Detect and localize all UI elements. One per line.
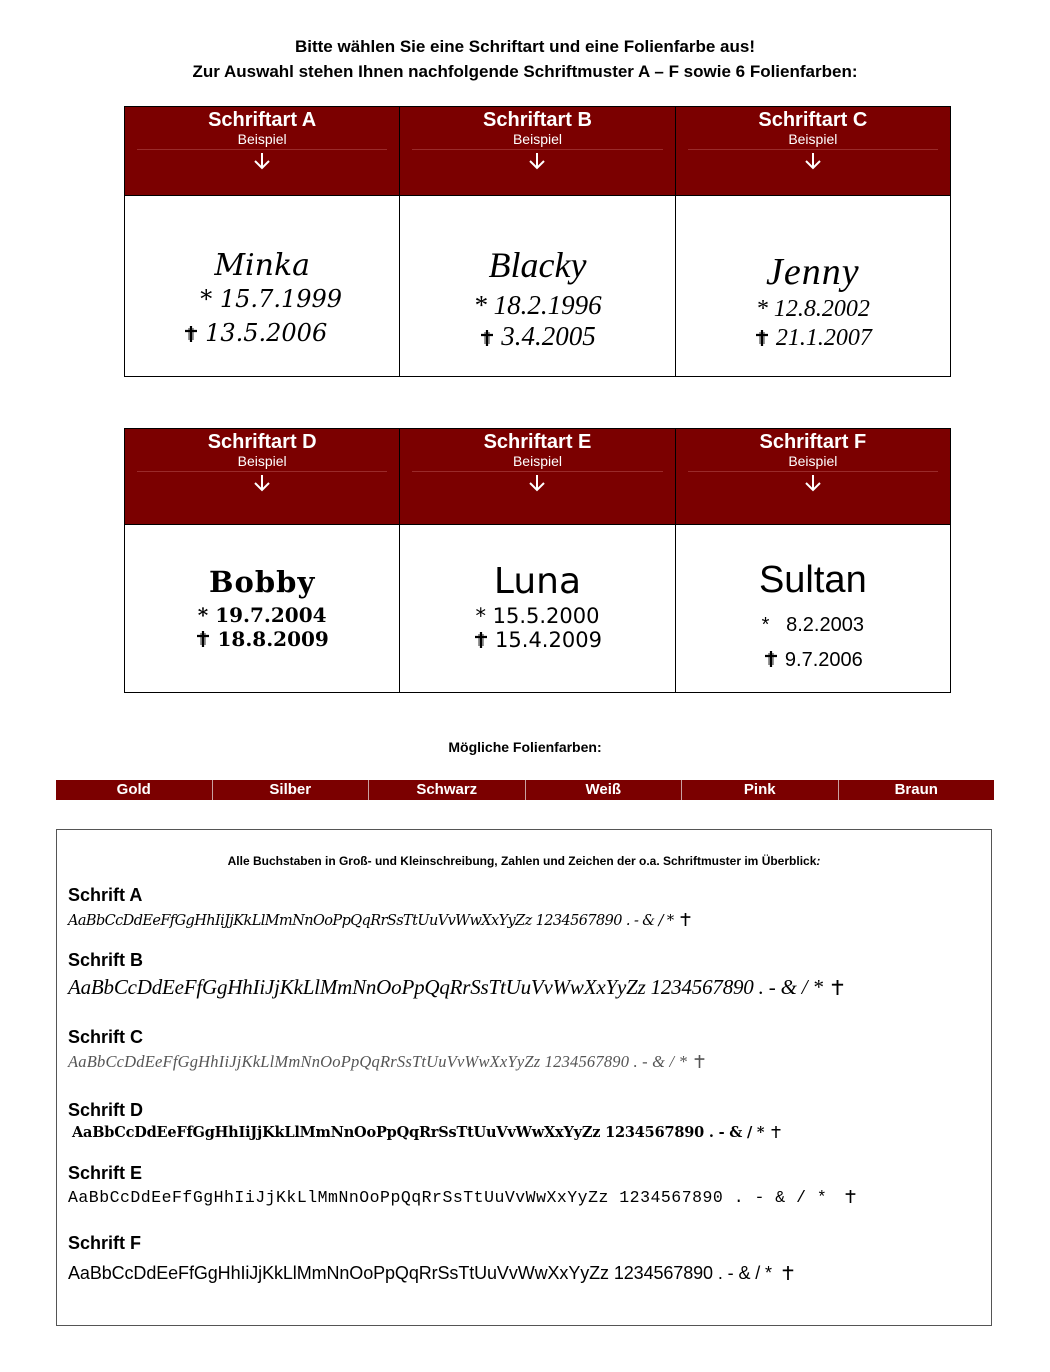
font-sub-a: Beispiel: [237, 131, 287, 147]
overview-alphabet-d: [72, 1124, 788, 1141]
font-header-e[interactable]: [400, 429, 675, 525]
font-sub-f: Beispiel: [788, 453, 838, 469]
color-option-braun[interactable]: Braun: [894, 781, 938, 798]
arrow-down-icon: [527, 473, 547, 493]
sample-born-d: * 19.7.2004: [197, 603, 327, 627]
sample-born-a: * 15.7.1999: [200, 285, 343, 313]
intro-line-2: Zur Auswahl stehen Ihnen nachfolgende Schriftmuster A – F sowie 6 Folienfarben:: [192, 62, 858, 81]
sample-c: [675, 196, 950, 377]
sample-b: [400, 196, 675, 377]
font-header-f[interactable]: [675, 429, 950, 525]
intro-heading: [0, 34, 1050, 84]
overview-label-d: Schrift D: [68, 1100, 144, 1120]
header-divider: [412, 149, 662, 150]
sample-died-b: 3.4.2005: [501, 321, 596, 351]
cross-icon: [830, 979, 845, 996]
header-divider: [137, 149, 387, 150]
foil-color-bar: [56, 780, 994, 800]
cross-icon: [844, 1189, 857, 1204]
color-option-pink[interactable]: Pink: [682, 780, 839, 800]
header-divider: [412, 471, 662, 472]
overview-alphabet-e: [68, 1188, 863, 1207]
foil-colors-title: Mögliche Folienfarben:: [448, 739, 602, 755]
cross-icon: [763, 650, 779, 668]
sample-name-f: Sultan: [758, 559, 867, 601]
alphabet-text-f: AaBbCcDdEeFfGgHhIiJjKkLlMmNnOoPpQqRrSsTtUuVvWwXxYyZz 1234567890 . - & / *: [68, 1263, 772, 1283]
sample-died-a: 13.5.2006: [205, 319, 328, 347]
header-divider: [137, 471, 387, 472]
font-table-d-f: [124, 428, 951, 693]
overview-title-text: Alle Buchstaben in Groß- und Kleinschreibung, Zahlen und Zeichen der o.a. Schriftmuster im Überblick: [227, 854, 817, 868]
arrow-down-icon: [803, 473, 823, 493]
cross-icon: [183, 325, 199, 343]
sample-name-b: Blacky: [488, 245, 587, 285]
overview-label-a: Schrift A: [68, 885, 143, 905]
sample-died-e: 15.4.2009: [495, 628, 602, 652]
font-header-c[interactable]: [675, 107, 950, 196]
alphabet-overview: [56, 829, 992, 1326]
font-title-d: Schriftart D: [207, 431, 317, 453]
cross-icon: [195, 630, 211, 648]
font-title-f: Schriftart F: [759, 431, 867, 453]
font-sub-d: Beispiel: [237, 453, 287, 469]
sample-died-line-a: [125, 319, 399, 347]
color-option-silber[interactable]: Silber: [213, 780, 370, 800]
sample-born-f: * 8.2.2003: [761, 614, 864, 636]
font-title-b: Schriftart B: [483, 109, 592, 131]
cross-icon: [693, 1054, 706, 1069]
sample-a: [125, 196, 400, 377]
overview-label-f: Schrift F: [68, 1233, 142, 1253]
overview-label-e: Schrift E: [68, 1163, 143, 1183]
cross-icon: [781, 1265, 795, 1281]
sample-died-line-b: [400, 321, 674, 352]
overview-title: [57, 854, 991, 868]
font-header-b[interactable]: [400, 107, 675, 196]
cross-icon: [754, 329, 770, 347]
sample-died-line-d: [125, 627, 399, 651]
overview-alphabet-b: [68, 975, 851, 1000]
cross-icon: [770, 1125, 782, 1139]
font-header-d[interactable]: [125, 429, 400, 525]
sample-born-e: * 15.5.2000: [475, 604, 600, 628]
color-option-weiss[interactable]: Weiß: [526, 780, 683, 800]
alphabet-text-e: AaBbCcDdEeFfGgHhIiJjKkLlMmNnOoPpQqRrSsTtUuVvWwXxYyZz 1234567890 . - & / *: [68, 1188, 828, 1207]
header-divider: [688, 471, 938, 472]
alphabet-text-d: AaBbCcDdEeFfGgHhIiJjKkLlMmNnOoPpQqRrSsTtUuVvWwXxYyZz 1234567890 . - & / *: [72, 1124, 765, 1141]
overview-label-c: Schrift C: [68, 1027, 144, 1047]
sample-f: [675, 525, 950, 693]
cross-icon: [479, 329, 495, 347]
sample-d: [125, 525, 400, 693]
overview-label-b: Schrift B: [68, 950, 144, 970]
overview-alphabet-f: [68, 1263, 801, 1284]
overview-alphabet-c: [68, 1052, 712, 1072]
cross-icon: [473, 631, 489, 649]
font-table-a-c: [124, 106, 951, 377]
sample-died-d: 18.8.2009: [217, 627, 329, 651]
color-option-gold[interactable]: Gold: [56, 780, 213, 800]
alphabet-text-a: AaBbCcDdEeFfGgHhIiJjKkLlMmNnOoPpQqRrSsTtUuVvWwXxYyZz 1234567890 . - & / *: [68, 913, 674, 929]
sample-born-c: * 12.8.2002: [755, 296, 870, 322]
arrow-down-icon: [252, 473, 272, 493]
alphabet-text-b: AaBbCcDdEeFfGgHhIiJjKkLlMmNnOoPpQqRrSsTtUuVvWwXxYyZz 1234567890 . - & / *: [68, 975, 823, 999]
sample-died-line-f: [676, 649, 950, 672]
sample-died-c: 21.1.2007: [775, 325, 872, 351]
font-title-c: Schriftart C: [758, 109, 868, 131]
font-sub-b: Beispiel: [512, 131, 562, 147]
arrow-down-icon: [252, 151, 272, 171]
font-title-e: Schriftart E: [483, 431, 592, 453]
font-title-a: Schriftart A: [208, 109, 317, 131]
sample-e: [400, 525, 675, 693]
font-sub-e: Beispiel: [512, 453, 562, 469]
sample-name-e: Luna: [493, 561, 582, 602]
sample-born-b: * 18.2.1996: [473, 290, 602, 320]
overview-title-colon: :: [816, 854, 821, 868]
arrow-down-icon: [527, 151, 547, 171]
sample-died-f: 9.7.2006: [784, 649, 863, 671]
font-sub-c: Beispiel: [788, 131, 838, 147]
arrow-down-icon: [803, 151, 823, 171]
color-option-schwarz[interactable]: Schwarz: [369, 780, 526, 800]
sample-name-d: Bobby: [209, 565, 316, 599]
sample-died-line-c: [676, 325, 950, 352]
alphabet-text-c: AaBbCcDdEeFfGgHhIiJjKkLlMmNnOoPpQqRrSsTtUuVvWwXxYyZz 1234567890 . - & / *: [68, 1052, 688, 1071]
sample-name-a: Minka: [214, 248, 311, 283]
intro-line-1: Bitte wählen Sie eine Schriftart und eine Folienfarbe aus!: [294, 37, 756, 56]
cross-icon: [679, 912, 692, 927]
header-divider: [688, 149, 938, 150]
sample-died-line-e: [400, 628, 674, 652]
font-header-a[interactable]: [125, 107, 400, 196]
sample-name-c: Jenny: [766, 251, 860, 293]
overview-alphabet-a: [68, 912, 698, 929]
